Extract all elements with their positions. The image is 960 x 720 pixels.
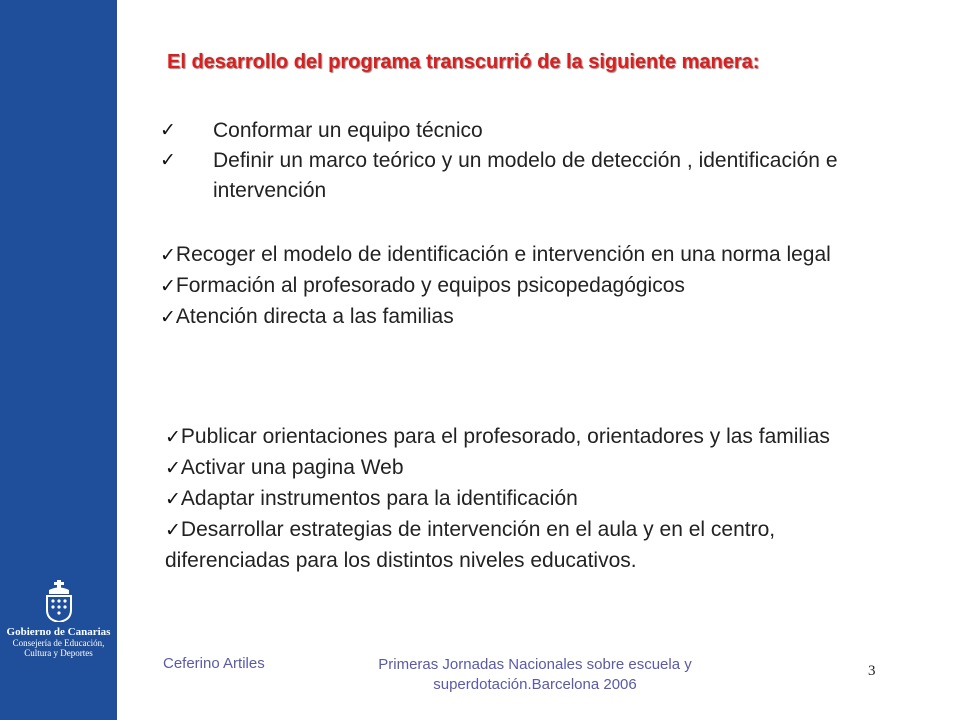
checkmark-icon: ✓ [160,307,176,328]
list-item-text: Recoger el modelo de identificación e intervención en una norma legal [175,243,831,266]
checkmark-icon: ✓ [160,276,176,297]
list-item [165,484,885,515]
slide-title: El desarrollo del programa transcurrió de la siguiente manera: [167,51,760,73]
list-item-text: Desarrollar estrategias de intervención en el aula y en el centro, diferenciadas para los distintos niveles educativos. [165,518,776,572]
list-item [160,302,950,333]
list-item [165,422,885,453]
list-item [165,515,885,576]
sidebar-band [0,0,117,720]
government-logo [0,580,117,658]
list-item-text: Atención directa a las familias [175,305,454,328]
list-item-text: Adaptar instrumentos para la identificación [180,487,578,510]
checkmark-icon: ✓ [160,150,176,171]
checkmark-icon: ✓ [160,120,176,141]
checkmark-icon: ✓ [165,489,181,510]
checkmark-icon: ✓ [165,520,181,541]
list-item [160,116,850,146]
list-item [160,146,850,206]
checkmark-icon: ✓ [160,245,176,266]
step-list-primary [160,116,850,206]
list-item-text: Definir un marco teórico y un modelo de detección , identificación e intervención [213,149,838,202]
footer-event: Primeras Jornadas Nacionales sobre escuela y superdotación.Barcelona 2006 [378,656,692,693]
list-item [160,240,950,271]
list-item [165,453,885,484]
step-list-tertiary [165,422,885,576]
list-item [160,271,950,302]
logo-subtitle-line: Consejería de Educación, [12,638,105,648]
logo-title: Gobierno de Canarias [6,626,111,638]
checkmark-icon: ✓ [165,458,181,479]
list-item-text: Conformar un equipo técnico [213,119,483,142]
checkmark-icon: ✓ [165,427,181,448]
step-list-secondary [160,240,950,333]
footer-author: Ceferino Artiles [163,655,265,672]
list-item-text: Activar una pagina Web [180,456,404,479]
page-number: 3 [868,663,876,679]
list-item-text: Formación al profesorado y equipos psicopedagógicos [175,274,685,297]
logo-subtitle-line: Cultura y Deportes [24,648,93,658]
coat-of-arms-icon [42,580,76,622]
list-item-text: Publicar orientaciones para el profesorado, orientadores y las familias [180,425,830,448]
